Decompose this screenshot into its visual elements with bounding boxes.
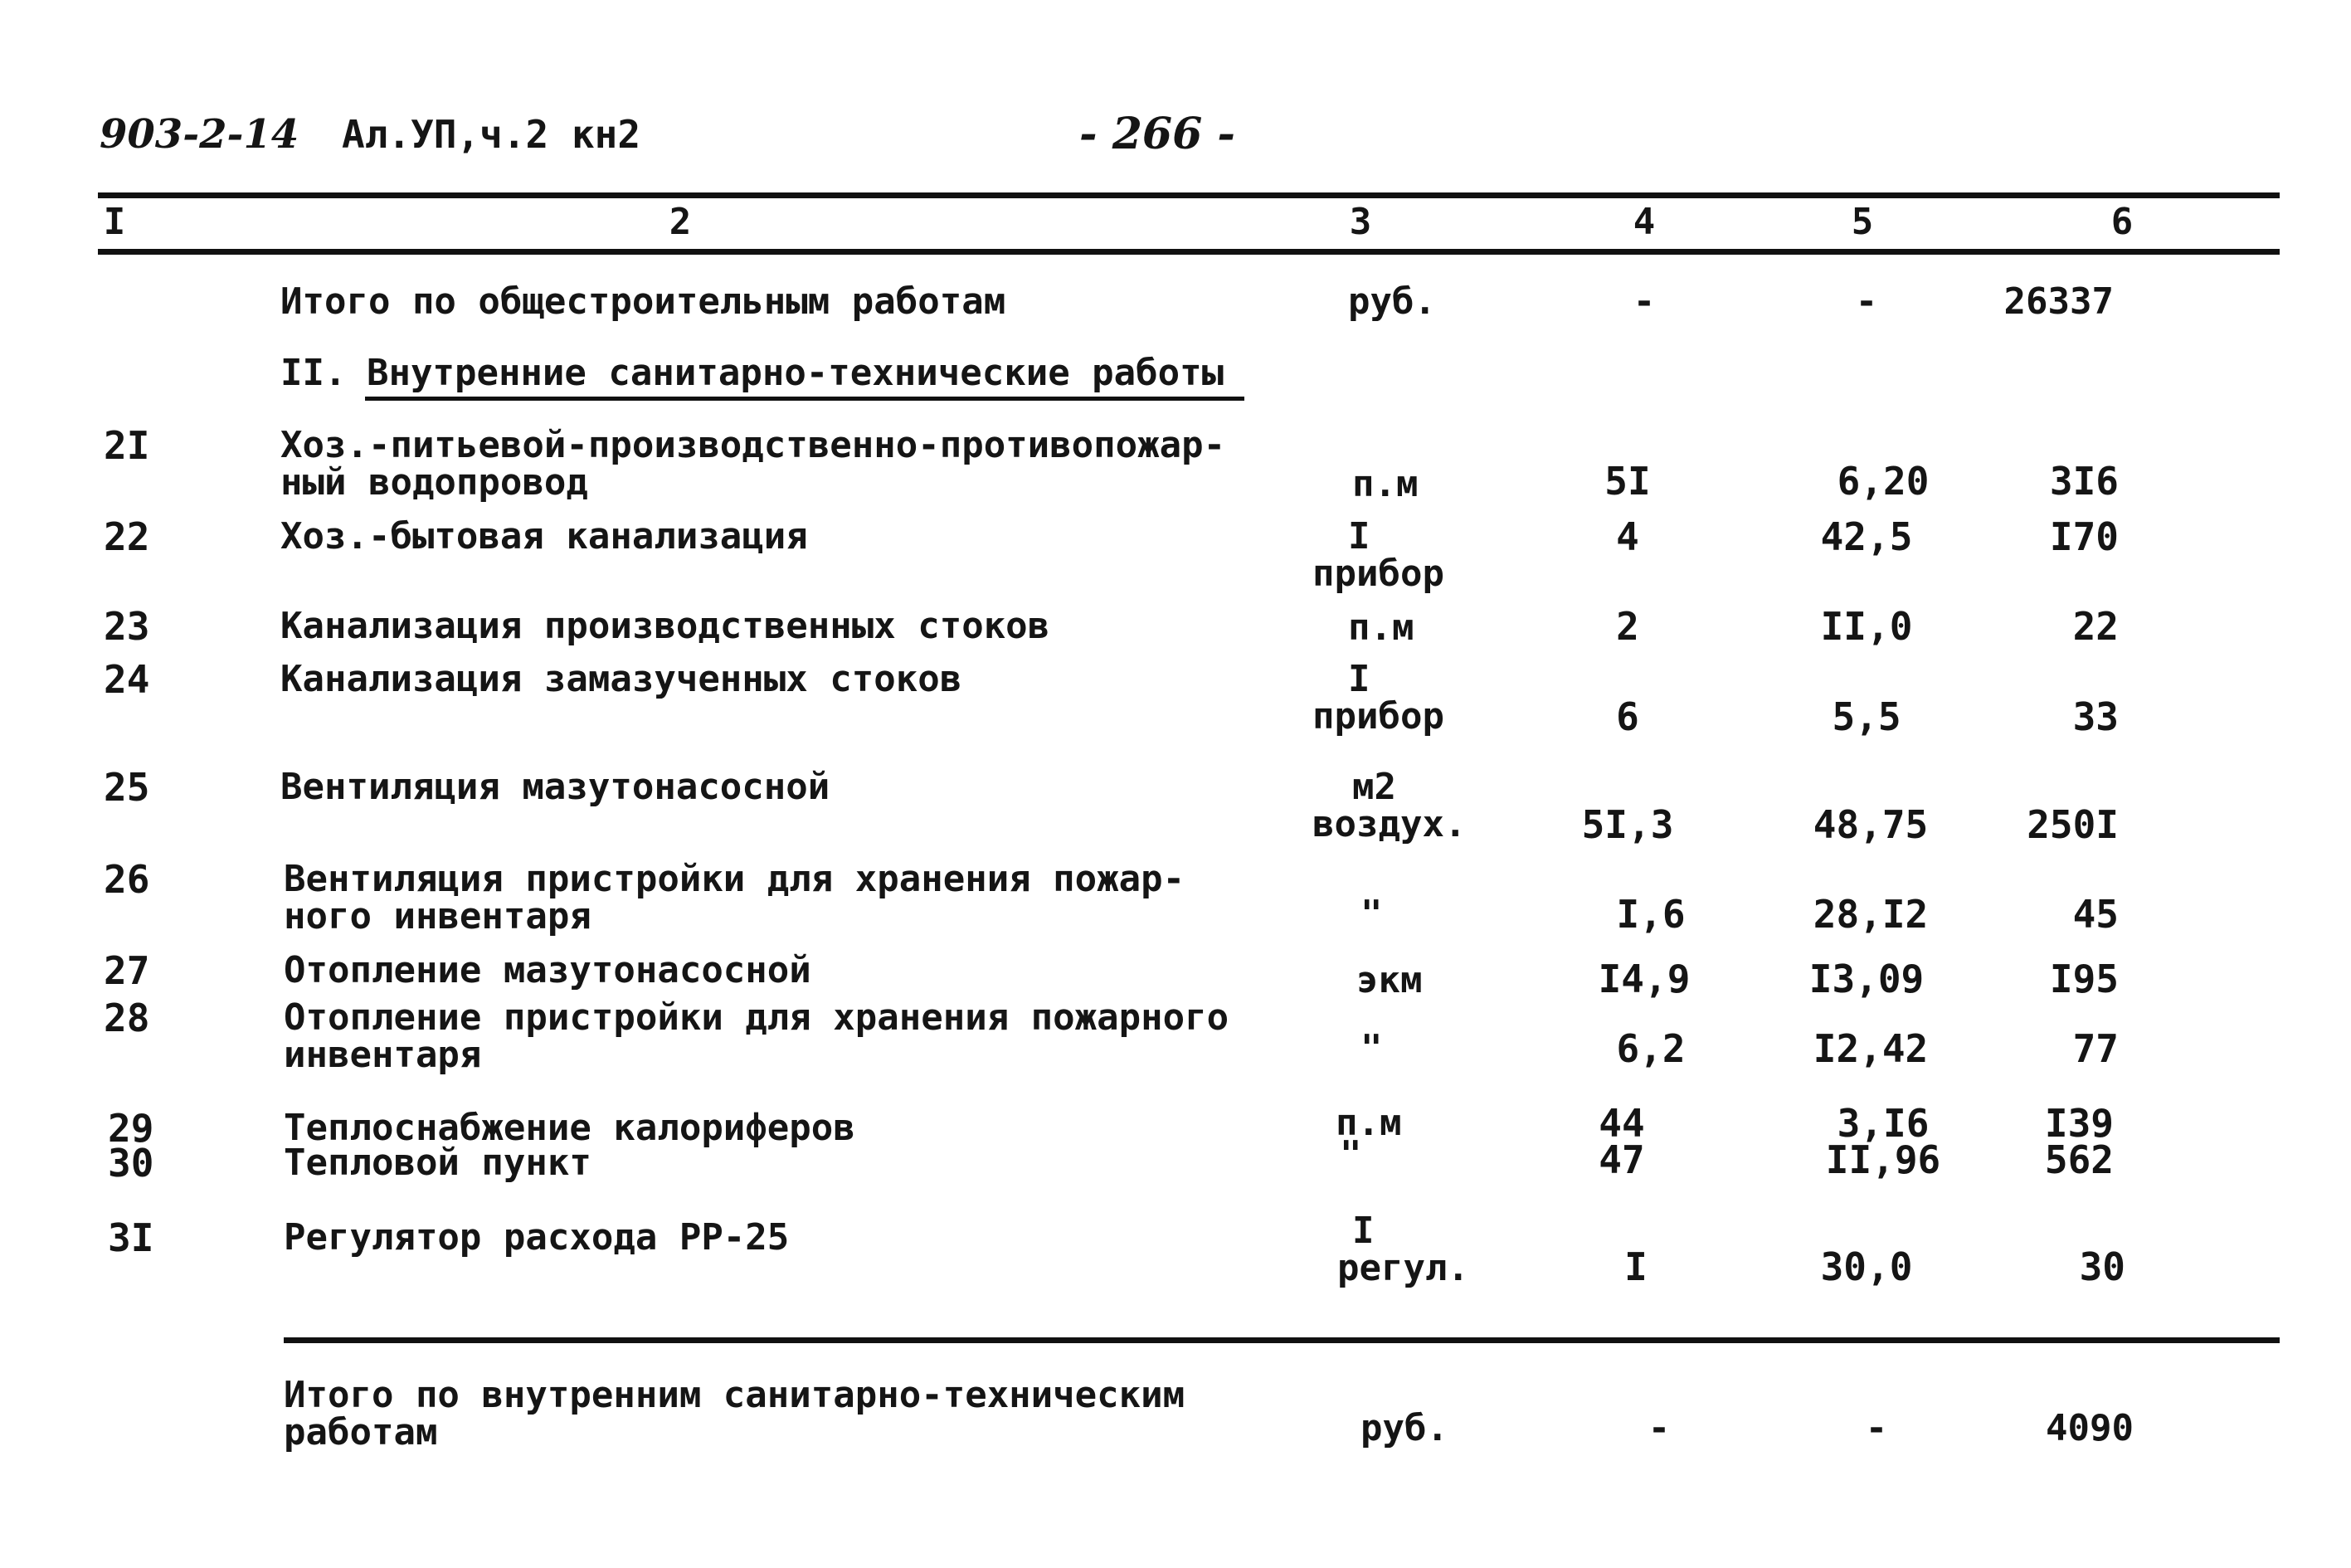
row-name-line: Хоз.-питьевой-производственно-противопожар- bbox=[280, 424, 1226, 466]
page-number: - 266 - bbox=[1079, 109, 1235, 159]
row-quantity: 47 bbox=[1599, 1137, 1645, 1182]
summary-top-unit: руб. bbox=[1348, 280, 1436, 323]
row-number: 24 bbox=[104, 657, 150, 702]
row-unit: I bbox=[1352, 1210, 1375, 1252]
row-number: 23 bbox=[104, 604, 150, 649]
document-code-text: 903-2-14 bbox=[100, 111, 299, 158]
header-top-rule bbox=[98, 192, 2280, 198]
row-total: 45 bbox=[2072, 892, 2119, 937]
row-name-line: ный водопровод bbox=[280, 461, 588, 504]
row-name-line: Вентиляция мазутонасосной bbox=[280, 766, 830, 808]
column-header-2: 2 bbox=[669, 201, 692, 243]
summary-bottom-unit: руб. bbox=[1360, 1407, 1448, 1449]
summary-top-total: 26337 bbox=[2003, 280, 2114, 323]
row-quantity: 6 bbox=[1616, 694, 1639, 739]
summary-bottom-name-line: Итого по внутренним санитарно-техническим bbox=[284, 1374, 1185, 1416]
row-unit-cost: I2,42 bbox=[1813, 1026, 1929, 1071]
row-unit: экм bbox=[1356, 959, 1423, 1001]
album-reference: Ал.УП,ч.2 кн2 bbox=[342, 112, 641, 157]
row-number: 25 bbox=[104, 765, 150, 810]
row-unit-cost: 28,I2 bbox=[1813, 892, 1929, 937]
summary-bottom-quantity: - bbox=[1648, 1407, 1671, 1449]
row-total: I39 bbox=[2044, 1101, 2114, 1146]
row-quantity: 2 bbox=[1616, 604, 1639, 649]
row-unit-cost: 42,5 bbox=[1820, 514, 1913, 559]
row-number: 3I bbox=[108, 1215, 154, 1260]
row-number: 30 bbox=[108, 1141, 154, 1186]
row-unit: I bbox=[1348, 515, 1370, 558]
row-number: 26 bbox=[104, 857, 150, 902]
header-bottom-rule bbox=[98, 249, 2280, 255]
row-unit: I bbox=[1348, 658, 1370, 700]
column-header-1: I bbox=[103, 201, 126, 243]
row-total: 30 bbox=[2079, 1244, 2125, 1289]
row-total: I95 bbox=[2049, 957, 2119, 1001]
row-unit: п.м bbox=[1352, 463, 1419, 505]
row-name-line: Канализация производственных стоков bbox=[280, 605, 1050, 647]
row-quantity: 5I,3 bbox=[1581, 802, 1674, 847]
row-unit: м2 bbox=[1352, 766, 1396, 808]
row-name-line: Теплоснабжение калориферов bbox=[284, 1107, 855, 1149]
row-name-line: ного инвентаря bbox=[284, 895, 591, 937]
row-quantity: 5I bbox=[1604, 459, 1651, 504]
row-quantity: I bbox=[1624, 1244, 1648, 1289]
row-unit-cost: 48,75 bbox=[1813, 802, 1929, 847]
document-code bbox=[100, 111, 299, 158]
row-name-line: Вентиляция пристройки для хранения пожар- bbox=[284, 858, 1185, 900]
row-unit: воздух. bbox=[1312, 803, 1467, 845]
row-name-line: Регулятор расхода РР-25 bbox=[284, 1216, 790, 1259]
summary-top-unit-cost: - bbox=[1855, 280, 1878, 323]
row-name-line: Канализация замазученных стоков bbox=[280, 658, 962, 700]
row-unit: регул. bbox=[1337, 1247, 1469, 1289]
row-total: 77 bbox=[2072, 1026, 2119, 1071]
row-total: 33 bbox=[2072, 694, 2119, 739]
summary-top-name: Итого по общестроительным работам bbox=[280, 280, 1006, 323]
row-name-line: Тепловой пункт bbox=[284, 1142, 591, 1184]
row-unit-cost: 30,0 bbox=[1820, 1244, 1913, 1289]
column-header-3: 3 bbox=[1349, 201, 1372, 243]
totals-rule bbox=[284, 1337, 2280, 1343]
row-unit: п.м bbox=[1348, 606, 1414, 649]
row-total: I70 bbox=[2049, 514, 2119, 559]
row-unit-cost: I3,09 bbox=[1808, 957, 1925, 1001]
row-number: 29 bbox=[108, 1106, 154, 1151]
row-name-line: Хоз.-бытовая канализация bbox=[280, 515, 808, 558]
row-quantity: 6,2 bbox=[1616, 1026, 1686, 1071]
row-unit-cost: II,0 bbox=[1820, 604, 1913, 649]
row-quantity: I,6 bbox=[1616, 892, 1686, 937]
row-unit: прибор bbox=[1312, 695, 1444, 738]
row-number: 2I bbox=[104, 423, 150, 468]
row-number: 22 bbox=[104, 514, 150, 559]
row-name-line: Отопление мазутонасосной bbox=[284, 949, 811, 991]
row-quantity: 4 bbox=[1616, 514, 1639, 559]
row-total: 22 bbox=[2072, 604, 2119, 649]
row-total: 3I6 bbox=[2049, 459, 2119, 504]
row-unit-cost: 6,20 bbox=[1837, 459, 1930, 504]
section-title: Внутренние санитарно-технические работы bbox=[367, 352, 1224, 394]
row-total: 250I bbox=[2027, 802, 2119, 847]
column-header-4: 4 bbox=[1633, 201, 1656, 243]
column-header-5: 5 bbox=[1851, 201, 1874, 243]
row-quantity: 44 bbox=[1599, 1101, 1645, 1146]
row-unit-ditto: " bbox=[1360, 893, 1383, 935]
summary-bottom-unit-cost: - bbox=[1865, 1407, 1888, 1449]
section-title-underline bbox=[365, 397, 1244, 401]
row-number: 27 bbox=[104, 948, 150, 993]
row-number: 28 bbox=[104, 996, 150, 1040]
column-header-6: 6 bbox=[2110, 201, 2134, 243]
summary-bottom-total: 4090 bbox=[2046, 1407, 2134, 1449]
row-unit: п.м bbox=[1336, 1102, 1402, 1144]
row-total: 562 bbox=[2044, 1137, 2114, 1182]
row-unit-ditto: " bbox=[1360, 1027, 1383, 1069]
row-unit: прибор bbox=[1312, 553, 1444, 595]
row-quantity: I4,9 bbox=[1598, 957, 1691, 1001]
row-unit-ditto: " bbox=[1340, 1133, 1362, 1176]
summary-top-quantity: - bbox=[1633, 280, 1656, 323]
row-unit-cost: 3,I6 bbox=[1837, 1101, 1930, 1146]
row-unit-cost: 5,5 bbox=[1832, 694, 1901, 739]
section-number: II. bbox=[280, 352, 347, 394]
row-name-line: инвентаря bbox=[284, 1034, 482, 1076]
row-name-line: Отопление пристройки для хранения пожарного bbox=[284, 996, 1229, 1039]
summary-bottom-name-line: работам bbox=[284, 1411, 438, 1454]
row-unit-cost: II,96 bbox=[1825, 1137, 1941, 1182]
